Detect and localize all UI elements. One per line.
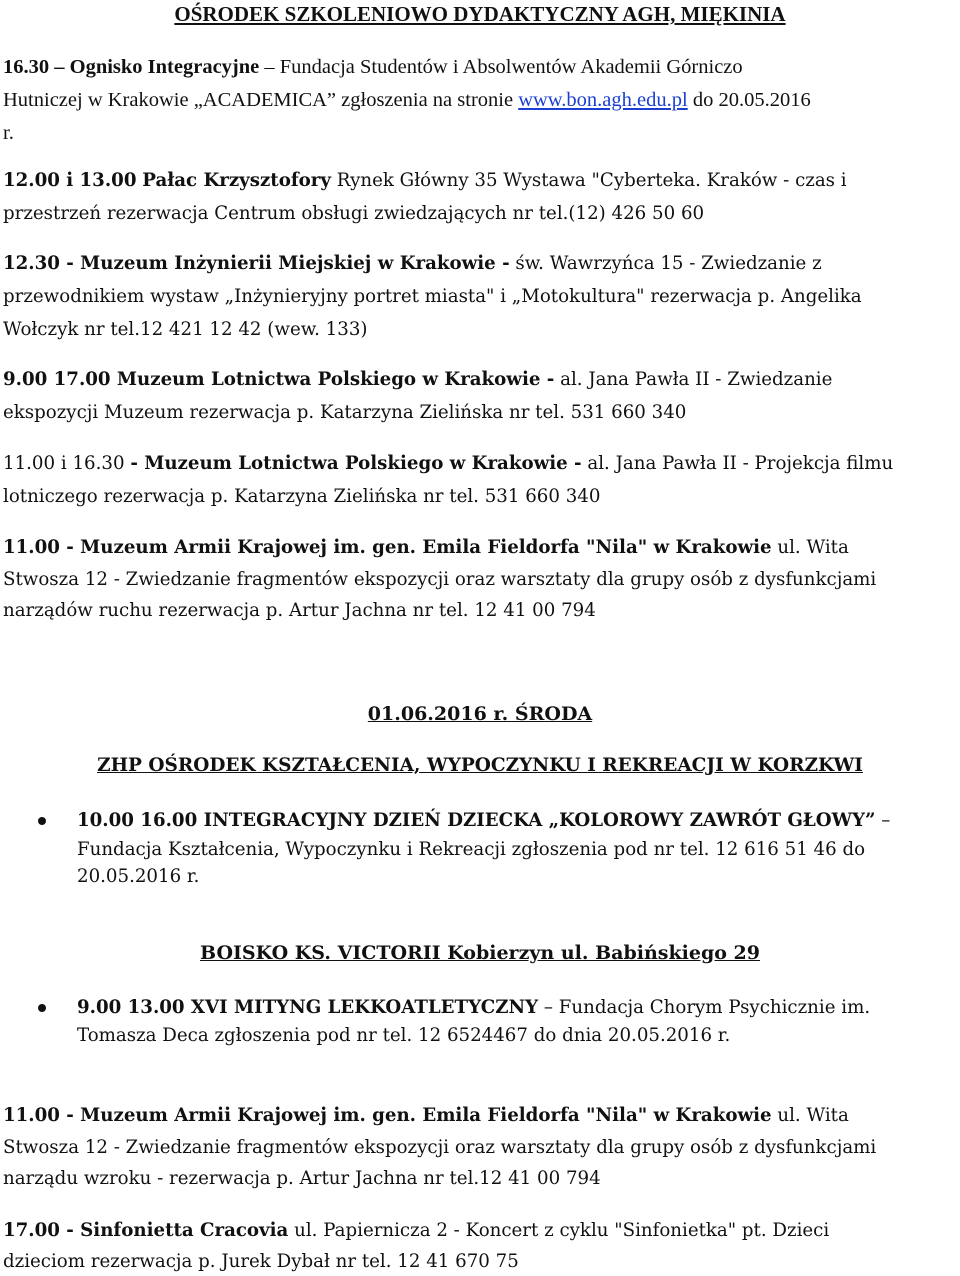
event-academica-line-3: r.	[3, 122, 14, 144]
event-sinfonietta-line-1	[3, 1218, 829, 1244]
event-dzien-dziecka-line-1	[77, 808, 890, 834]
event-details: ul. Wita	[777, 1105, 849, 1126]
event-krzysztofory-line-2: przestrzeń rezerwacja Centrum obsługi zwiedzających nr tel.(12) 426 50 60	[3, 203, 705, 224]
event-organizer: Fundacja Studentów i Absolwentów Akademii Górniczo	[279, 56, 743, 78]
section-heading-zhp: ZHP OŚRODEK KSZTAŁCENIA, WYPOCZYNKU I REKREACJI W KORZKWI	[97, 755, 863, 776]
registration-link[interactable]: www.bon.agh.edu.pl	[518, 89, 688, 111]
event-heading: - Muzeum Lotnictwa Polskiego w Krakowie -	[130, 453, 582, 474]
dash: –	[54, 56, 65, 78]
event-academica-line-1	[3, 54, 958, 80]
event-details: ul. Wita	[777, 537, 849, 558]
event-venue: Pałac Krzysztofory	[142, 170, 331, 191]
event-lotnictwa-film-line-2: lotniczego rezerwacja p. Katarzyna Zielińska nr tel. 531 660 340	[3, 486, 601, 507]
event-heading: 11.00 - Muzeum Armii Krajowej im. gen. Emila Fieldorfa "Nila" w Krakowie	[3, 1105, 772, 1126]
dash: –	[881, 810, 891, 831]
event-name: Ognisko Integracyjne	[69, 56, 260, 78]
event-dzien-dziecka-line-3: 20.05.2016 r.	[77, 866, 200, 887]
event-krzysztofory-line-1	[3, 168, 847, 194]
event-armii-krajowej-line-2: Stwosza 12 - Zwiedzanie fragmentów ekspozycji oraz warsztaty dla grupy osób z dysfunkcjami	[3, 569, 877, 590]
event-lotnictwa-line-2: ekspozycji Muzeum rezerwacja p. Katarzyna Zielińska nr tel. 531 660 340	[3, 402, 687, 423]
event-time: 16.30	[3, 56, 50, 78]
event-heading: 10.00 16.00 INTEGRACYJNY DZIEŃ DZIECKA „KOLOROWY ZAWRÓT GŁOWY”	[77, 810, 876, 831]
event-time: 12.00 i 13.00	[3, 170, 137, 191]
dash: –	[264, 56, 275, 78]
event-heading: 11.00 - Muzeum Armii Krajowej im. gen. Emila Fieldorfa "Nila" w Krakowie	[3, 537, 772, 558]
event-inzynierii-line-2: przewodnikiem wystaw „Inżynieryjny portret miasta" i „Motokultura" rezerwacja p. Angelika	[3, 286, 862, 307]
event-details: al. Jana Pawła II - Projekcja filmu	[587, 453, 894, 474]
event-details: – Fundacja Chorym Psychicznie im.	[543, 997, 871, 1018]
event-deadline: do 20.05.2016	[692, 89, 811, 111]
event-lotnictwa-film-line-1	[3, 451, 893, 477]
event-details: al. Jana Pawła II - Zwiedzanie	[560, 369, 833, 390]
event-heading: 9.00 13.00 XVI MITYNG LEKKOATLETYCZNY	[77, 997, 539, 1018]
event-sinfonietta-line-2: dzieciom rezerwacja p. Jurek Dybał nr tel. 12 41 670 75	[3, 1251, 519, 1272]
event-mityng-line-2: Tomasza Deca zgłoszenia pod nr tel. 12 6524467 do dnia 20.05.2016 r.	[77, 1025, 731, 1046]
event-lotnictwa-line-1	[3, 367, 832, 393]
event-details: Rynek Główny 35 Wystawa "Cyberteka. Kraków - czas i	[336, 170, 847, 191]
bullet-icon	[38, 1004, 46, 1012]
section-heading-boisko: BOISKO KS. VICTORII Kobierzyn ul. Babińskiego 29	[200, 942, 760, 964]
event-academica-line-2	[3, 87, 811, 113]
event-armii-krajowej-2-line-1	[3, 1103, 849, 1129]
event-inzynierii-line-3: Wołczyk nr tel.12 421 12 42 (wew. 133)	[3, 319, 368, 340]
event-time: 11.00 i 16.30	[3, 453, 125, 474]
event-armii-krajowej-line-1	[3, 535, 849, 561]
event-dzien-dziecka-line-2: Fundacja Kształcenia, Wypoczynku i Rekreacji zgłoszenia pod nr tel. 12 616 51 46 do	[77, 839, 866, 860]
event-text: Hutniczej w Krakowie „ACADEMICA” zgłoszenia na stronie	[3, 89, 514, 111]
event-heading: 9.00 17.00 Muzeum Lotnictwa Polskiego w Krakowie -	[3, 369, 555, 390]
event-details: ul. Papiernicza 2 - Koncert z cyklu "Sinfonietka" pt. Dzieci	[294, 1220, 830, 1241]
event-details: św. Wawrzyńca 15 - Zwiedzanie z	[515, 253, 822, 274]
event-mityng-line-1	[77, 995, 870, 1021]
page-title: OŚRODEK SZKOLENIOWO DYDAKTYCZNY AGH, MIĘKINIA	[174, 2, 786, 26]
event-armii-krajowej-2-line-2: Stwosza 12 - Zwiedzanie fragmentów ekspozycji oraz warsztaty dla grupy osób z dysfunkcjami	[3, 1137, 877, 1158]
event-armii-krajowej-2-line-3: narządu wzroku - rezerwacja p. Artur Jachna nr tel.12 41 00 794	[3, 1168, 601, 1189]
date-heading: 01.06.2016 r. ŚRODA	[367, 703, 593, 725]
event-heading: 17.00 - Sinfonietta Cracovia	[3, 1220, 289, 1241]
event-heading: 12.30 - Muzeum Inżynierii Miejskiej w Krakowie -	[3, 253, 510, 274]
bullet-icon	[38, 817, 46, 825]
event-armii-krajowej-line-3: narządów ruchu rezerwacja p. Artur Jachna nr tel. 12 41 00 794	[3, 600, 596, 621]
event-inzynierii-line-1	[3, 251, 822, 277]
